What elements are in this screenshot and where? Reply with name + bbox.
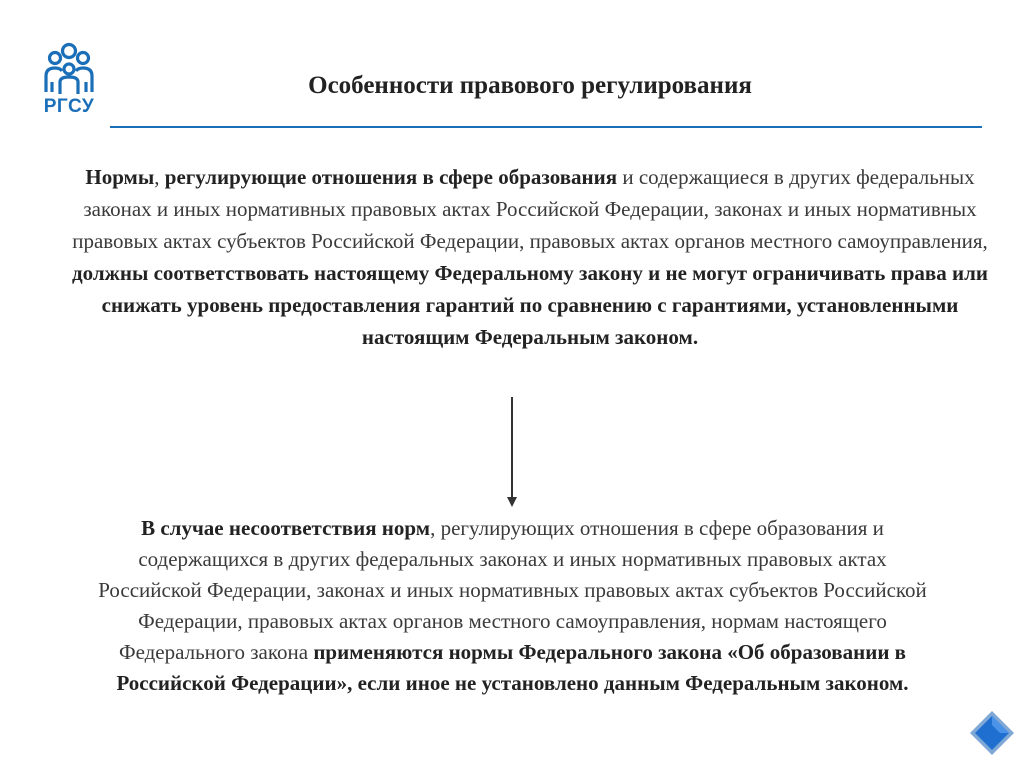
rgsu-logo [38,42,100,122]
bold-text: В случае несоответствия норм [141,516,431,540]
text: , регулирующих отношения в сфере образования и содержащихся в других федеральных законах и иных нормативных правовых актах Российской Федерации, законах и иных нормативных правовых актах субъектов Российской Федерации, правовых актах органов местного самоуправления, нормам настоящего Федерального закона [98,516,927,664]
people-group-icon [38,42,100,96]
page-title: Особенности правового регулирования [308,72,752,99]
logo-text: РГСУ [43,96,95,117]
norms-paragraph [50,161,1010,353]
bold-text: регулирующие отношения в сфере образования [164,165,618,189]
bold-text: Нормы [85,165,155,189]
conflict-paragraph [90,513,935,699]
diamond-nav-icon[interactable] [967,708,1017,758]
title-divider [110,126,982,128]
text: , [154,165,165,189]
bold-text: должны соответствовать настоящему Федеральному закону и не могут ограничивать права или снижать уровень предоставления гарантий по сравнению с гарантиями, установленными настоящим Федеральным законом. [72,261,988,349]
text: и содержащиеся в других федеральных законах и иных нормативных правовых актах Российской Федерации, законах и иных нормативных правовых актах субъектов Российской Федерации, правовых актах органов местного самоуправления, [72,165,988,253]
bold-text: применяются нормы Федерального закона «Об образовании в Российской Федерации», если иное не установлено данным Федеральным законом. [116,640,909,695]
arrow-down-icon [505,397,519,509]
